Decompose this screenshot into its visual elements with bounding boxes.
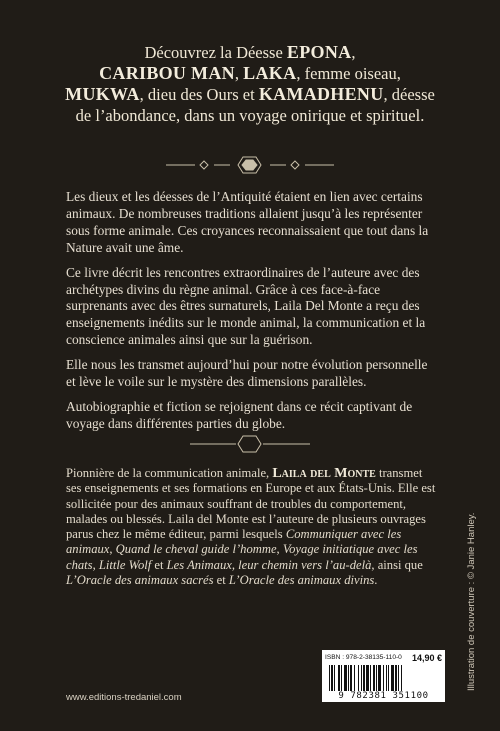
barcode-bar (373, 665, 375, 691)
paragraph-2: Ce livre décrit les rencontres extraordinaires de l’auteure avec des archétypes divins du règne animal. Grâce à ces face-à-face surprenants avec des êtres surnaturels, Laila Del Monte a reçu des enseignements inédits sur le monde animal, la communication et la conscience animales ainsi que sur la guérison. (66, 264, 426, 348)
barcode-bar (329, 665, 330, 691)
book-title: Quand le cheval guide l’homme (115, 542, 277, 557)
name-laka: LAKA (243, 63, 297, 83)
bio-sep: , (109, 542, 116, 557)
price: 14,90 € (411, 653, 442, 663)
book-title: Communiquer avec les animaux (66, 527, 402, 557)
name-epona: EPONA (286, 42, 352, 62)
bio-sep: , (276, 542, 283, 557)
intro-text-1: Découvrez la Déesse (144, 43, 287, 62)
intro-text-4: , femme oiseau, (296, 64, 401, 83)
barcode-bar (348, 665, 349, 691)
name-kamadhenu: KAMADHENU (258, 84, 384, 104)
paragraph-1: Les dieux et les déesses de l’Antiquité étaient en lien avec certains animaux. De nombreuses traditions allaient jusqu’à les représenter sous forme animale. Ces croyances reconnaissaient que tout dans la Nature avait une âme. (66, 189, 429, 255)
barcode-bar (378, 665, 381, 691)
bio-sep: . (374, 573, 378, 588)
intro-text-5: , dieu des Ours et (139, 85, 259, 104)
isbn-row (325, 652, 442, 664)
barcode-bar (361, 665, 362, 691)
barcode-bar (331, 665, 333, 691)
hexagon-divider-icon (0, 434, 500, 454)
book-title: Little Wolf (98, 557, 152, 572)
intro-text-2: , (351, 43, 356, 62)
book-title: Les Animaux, leur chemin vers l’au-delà (166, 557, 372, 572)
barcode-icon (328, 665, 439, 691)
barcode-bar (386, 665, 387, 691)
barcode-digits: 9 782381 351100 (338, 691, 429, 701)
barcode-bar (341, 665, 342, 691)
barcode-bar (383, 665, 384, 691)
paragraph-3: Elle nous les transmet aujourd’hui pour notre évolution personnelle et lève le voile sur le mystère des dimensions parallèles. (66, 357, 428, 390)
barcode-bar (363, 665, 365, 691)
barcode-bar (376, 665, 377, 691)
intro-blurb (62, 42, 438, 126)
barcode-bar (401, 665, 402, 691)
bio-lead: Pionnière de la communication animale, (66, 466, 273, 480)
bio-sep: , (92, 557, 99, 572)
barcode-bar (334, 665, 335, 691)
barcode-bar (391, 665, 394, 691)
book-title: L’Oracle des animaux sacrés (66, 573, 214, 588)
bio-sep: , ainsi que (371, 557, 423, 572)
author-name: Laila del Monte (272, 466, 376, 481)
name-mukwa: MUKWA (65, 84, 140, 104)
intro-text-6: , déesse de l’abondance, dans un voyage onirique et spirituel. (75, 85, 435, 125)
bio-sep: et (213, 573, 229, 588)
illustration-credit: Illustration de couverture : © Janie Hanley. (466, 512, 477, 691)
barcode-bar (366, 665, 369, 691)
barcode-bar (358, 665, 359, 691)
author-bio (66, 466, 438, 588)
publisher-website: www.editions-tredaniel.com (66, 692, 182, 703)
intro-text-3: , (234, 64, 244, 83)
paragraph-4: Autobiographie et fiction se rejoignent dans ce récit captivant de voyage dans différentes parties du globe. (66, 398, 413, 431)
book-title: L’Oracle des animaux divins (228, 573, 375, 588)
description (66, 189, 436, 441)
barcode-bar (338, 665, 340, 691)
name-caribou-man: CARIBOU MAN (99, 63, 235, 83)
book-title: Voyage initiatique avec les chats (66, 542, 418, 572)
barcode-bar (370, 665, 371, 691)
barcode-bar (395, 665, 397, 691)
ornament-divider-icon (0, 155, 500, 175)
barcode-bar (350, 665, 352, 691)
barcode-bar (398, 665, 399, 691)
isbn: ISBN : 978-2-38135-110-0 (325, 654, 402, 661)
bio-sep: et (151, 557, 167, 572)
barcode-label (322, 650, 445, 702)
barcode-bar (354, 665, 355, 691)
barcode-bar (344, 665, 347, 691)
barcode-bar (388, 665, 389, 691)
bio-text: transmet ses enseignements et ses formations en Europe et aux États-Unis. Elle est sollicitée pour des animaux souffrant de troubles du comportement, malades ou blessés. Laila del Monte est l’auteure de plusieurs ouvrages parus chez le même éditeur, parmi lesquels (66, 466, 436, 542)
